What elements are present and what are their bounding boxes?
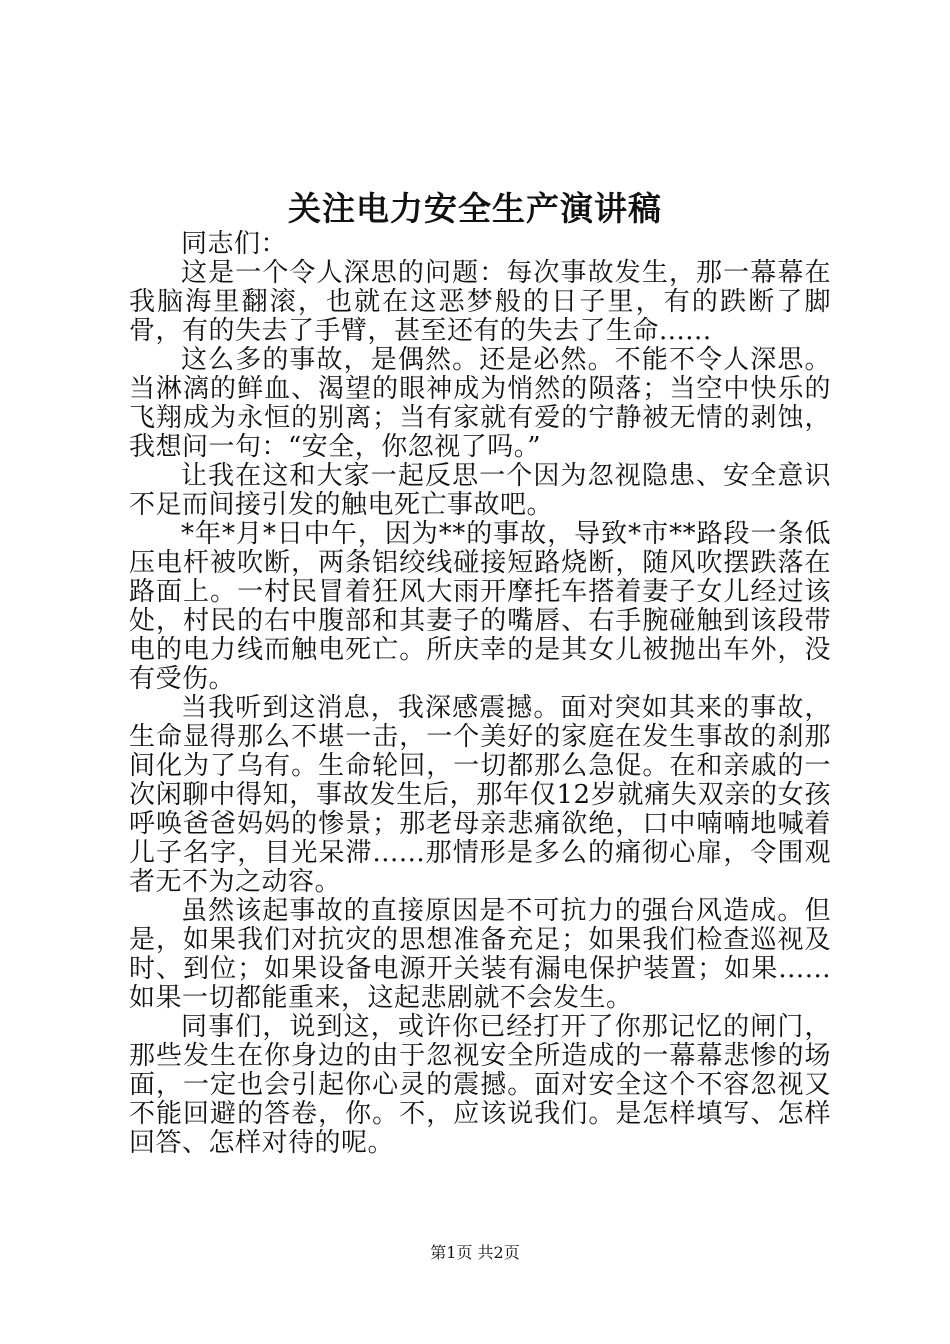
paragraph-salutation: 同志们： (181, 229, 288, 259)
page-number-footer: 第1页 共2页 (430, 1243, 520, 1262)
document-title: 关注电力安全生产演讲稿 (288, 189, 662, 228)
paragraph-3: 让我在这和大家一起反思一个因为忽视隐患、安全意识不足而间接引发的触电死亡事故吧。 (129, 461, 831, 520)
paragraph-5: 当我听到这消息，我深感震撼。面对突如其来的事故，生命显得那么不堪一击，一个美好的家庭在发生事故的刹那间化为了乌有。生命轮回，一切都那么急促。在和亲戚的一次闲聊中得知，事故发生后，那年仅12岁就痛失双亲的女孩呼唤爸爸妈妈的惨景；那老母亲悲痛欲绝，口中喃喃地喊着儿子名字，目光呆滞......那情形是多么的痛彻心扉，令围观者无不为之动容。 (129, 693, 831, 897)
paragraph-4: *年*月*日中午，因为**的事故，导致*市**路段一条低压电杆被吹断，两条铝绞线碰接短路烧断，随风吹摆跌落在路面上。一村民冒着狂风大雨开摩托车搭着妻子女儿经过该处，村民的右中腹部和其妻子的嘴唇、右手腕碰触到该段带电的电力线而触电死亡。所庆幸的是其女儿被抛出车外，没有受伤。 (129, 519, 831, 694)
document-body (129, 230, 831, 1158)
paragraph-7: 同事们，说到这，或许你已经打开了你那记忆的闸门，那些发生在你身边的由于忽视安全所造成的一幕幕悲惨的场面，一定也会引起你心灵的震撼。面对安全这个不容忽视又不能回避的答卷，你。不，应该说我们。是怎样填写、怎样回答、怎样对待的呢。 (129, 1012, 831, 1158)
paragraph-2: 这么多的事故，是偶然。还是必然。不能不令人深思。当淋漓的鲜血、渴望的眼神成为悄然的陨落；当空中快乐的飞翔成为永恒的别离；当有家就有爱的宁静被无情的剥蚀，我想问一句：“安全，你忽视了吗。” (129, 345, 831, 462)
paragraph-6: 虽然该起事故的直接原因是不可抗力的强台风造成。但是，如果我们对抗灾的思想准备充足；如果我们检查巡视及时、到位；如果设备电源开关装有漏电保护装置；如果......如果一切都能重来，这起悲剧就不会发生。 (129, 896, 831, 1013)
paragraph-1: 这是一个令人深思的问题：每次事故发生，那一幕幕在我脑海里翻滚，也就在这恶梦般的日子里，有的跌断了脚骨，有的失去了手臂，甚至还有的失去了生命...... (129, 258, 831, 346)
